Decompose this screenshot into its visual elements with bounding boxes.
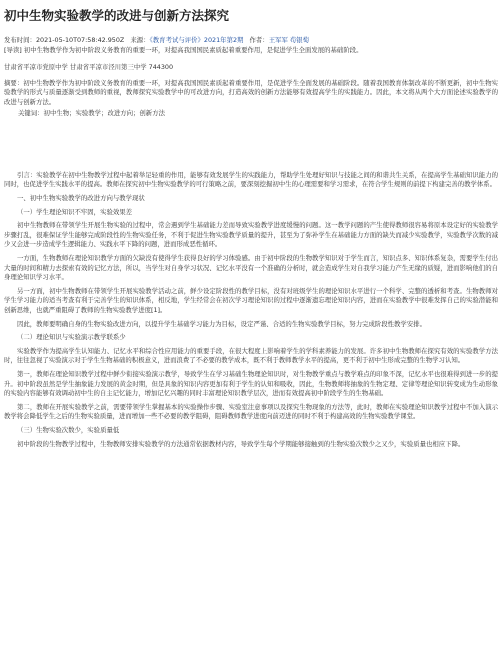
paragraph-7: 第二，教师在开展实验教学之前，需要带领学生掌握基本的实验操作步骤、实验室注意事项以及探究生物现象的方法等，此时，教师在实验理论知识教学过程中不加入演示教学将会降低学生之后的生物实验质量，进而增加一些不必要的教学阻碍，阻碍教师教学进度向前迈进的同时不利于构建高效的生物实验教学课堂。 <box>4 402 498 421</box>
paragraph-4: 因此，教师要明确自身的生物实验改进方向，以提升学生基础学习能力为目标，设定严谨、合适的生物实验教学目标，努力完成阶段性教学安排。 <box>17 319 426 328</box>
author-label: 作者： <box>249 36 269 44</box>
source-label: 来源： <box>130 36 150 44</box>
paragraph-6: 第一，教师在理论知识教学过程中鲜少衔接实验演示教学，导致学生在学习基础生物理论知识时，对生物教学重点与教学难点的印象不深，记忆水平也很难得到进一步的提升。初中阶段虽然是学生抽象能力发展的黄金时期，但是具象的知识内容更加有利于学生的认知和吸收，因此，生物教师将抽象的生物定理、定律等理论知识转变成为生动形象的实验内容能够有效调动初中生的自主记忆能力，增加记忆兴趣的同时丰富理论知识教学层次，进而有效提高初中阶段学生的生物基础。 <box>4 369 498 398</box>
author-link[interactable]: 王军军 苟银萄 <box>268 36 310 44</box>
paragraph-1: 初中生物教师在带领学生开展生物实验的过程中，常会遇到学生基础能力差而导致实验教学进度缓慢的问题。这一教学问题的产生使得教师很容易将原本设定好的实验教学步骤打乱，很难保证学生能够完成阶段性的生物实验任务，不利于促进生物实验教学质量的提升，甚至为了弥补学生在基础能力方面的缺失而减少实验教学，实验教学次数的减少又会进一步造成学生逻辑能力、实践水平下降的问题，进而形成恶性循环。 <box>4 221 498 249</box>
abstract: 摘要：初中生物教学作为初中阶段义务教育的重要一环，对提高我国国民素质起着重要作用，是促进学生全面发展的基础阶段。随着我国教育体制改革的不断更新，初中生物实验教学的形式与质量逐渐受到教师的重视，教师探究实验教学中的可改进方向，打造高效的创新方法能够有效提高学生的实践能力。因此，本文将从两个大方面论述实验教学的改进与创新方法。 <box>4 78 498 106</box>
section-heading-1: 一、初中生物实验教学的改进方向与教学现状 <box>17 194 145 203</box>
paragraph-8: 初中阶段的生物教学过程中，生物教师安排实验教学的方法通常依据教材内容，导致学生每个学期能够接触到的生物实验次数少之又少，实验质量也相应下降。 <box>17 439 465 448</box>
paragraph-3: 另一方面，初中生物教师在带领学生开展实验教学活动之前，鲜少设定阶段性的教学目标，没有对班级学生的理论知识水平进行一个科学、完整的透析和考查。生物教师对学生学习能力的适当考查有利于完善学生的知识体系，相反地，学生经常会在初次学习理论知识的过程中逐渐遗忘理论知识内容，进而在实验教学中很难发挥自己的实验潜能和创新思维，也就严重阻碍了教师的生物实验教学进度[1]。 <box>4 286 498 314</box>
article-meta <box>4 36 498 46</box>
source-link[interactable]: 《教育考试与评价》2021年第2期 <box>149 36 244 44</box>
spacer <box>4 119 498 171</box>
publish-time: 2021-05-10T07:58:42.950Z <box>35 36 125 44</box>
subsection-heading-2: （二）理论知识与实验演示教学联系少 <box>17 333 126 342</box>
article-title: 初中生物实验教学的改进与创新方法探究 <box>4 8 230 23</box>
article-guide: [导读] 初中生物教学作为初中阶段义务教育的重要一环，对提高我国国民素质起着重要作用，是促进学生全面发展的基础阶段。 <box>4 45 363 54</box>
paragraph-5: 实验教学作为提高学生认知能力、记忆水平和综合性应用能力的重要手段，在很大程度上影响着学生的学科素养能力的发展。许多初中生物教师在探究有效的实验教学方法时，往往忽视了实验演示对于学生生物基础的积极意义，进而浪费了不必要的教学成本，既不利于教师教学水平的提高，更不利于初中生形成完整的生物学习认知。 <box>4 346 498 365</box>
intro-paragraph: 引言：实验教学在初中生物教学过程中起着举足轻重的作用，能够有效发展学生的实践能力，帮助学生处理好知识与技能之间的和谐共生关系，在提高学生基础知识能力的同时，也促进学生实践水平的提高。教师在探究初中生物实验教学的可行策略之前，要深刻挖掘初中生的心理需要和学习需求，在符合学生规则的前提下构建完善的教学体系。 <box>4 170 498 189</box>
paragraph-2: 一方面，生物教师在理论知识教学方面的欠缺没有使得学生获得良好的学习体验感。由于初中阶段的生物教学知识对于学生而言，知识点多、知识体系复杂，需要学生付出大量的时间和精力去探索有效的记忆方法，所以，当学生对自身学习状况、记忆水平没有一个准确的分析时，就会造成学生对自我学习能力产生无缘的质疑，进而影响他们的自身理论知识学习水平。 <box>4 254 498 282</box>
keywords: 关键词：初中生物；实验教学；改进方向；创新方法 <box>18 109 165 118</box>
author-affiliation: 甘肃省平凉市党原中学 甘肃省平凉市泾川第三中学 744300 <box>4 63 174 71</box>
publish-label: 发布时间： <box>4 36 36 44</box>
subsection-heading-1: （一）学生理论知识不牢固，实验效果差 <box>17 207 133 216</box>
subsection-heading-3: （三）生物实验次数少，实验质量低 <box>17 425 120 434</box>
